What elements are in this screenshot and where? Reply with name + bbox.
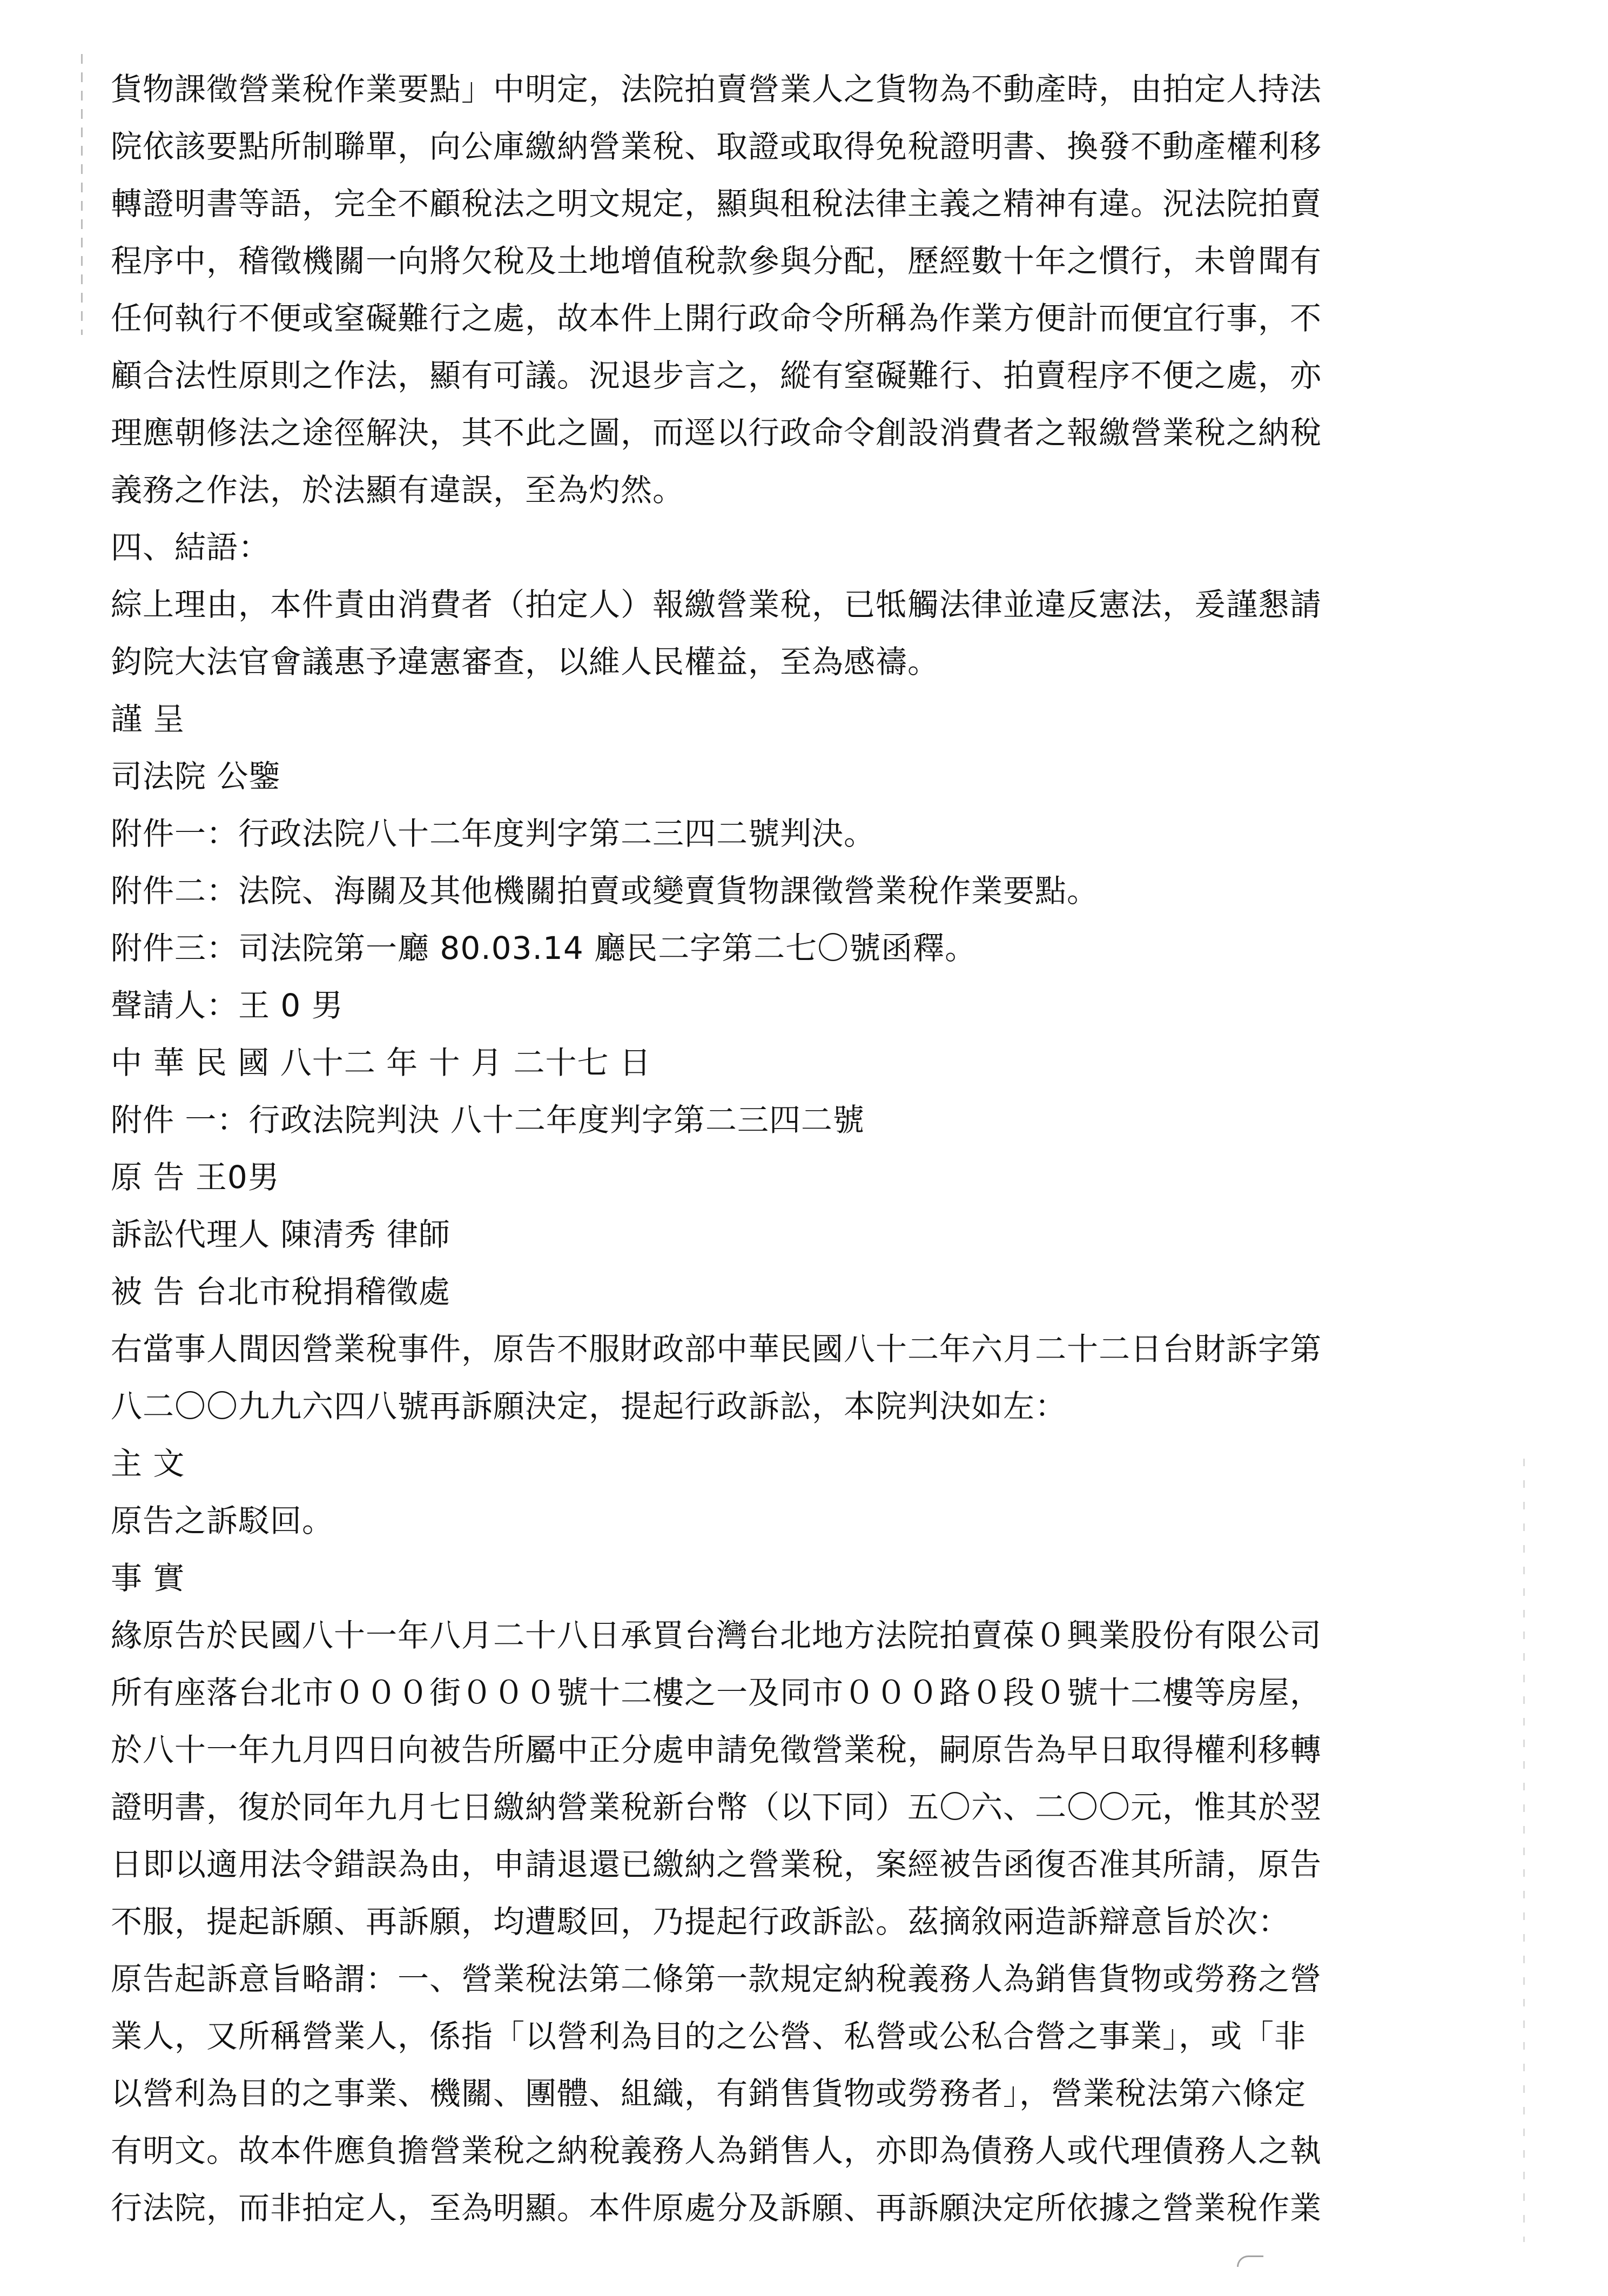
scan-edge-right xyxy=(1523,1459,1525,2242)
text-line: 轉證明書等語，完全不顧稅法之明文規定，顯與租稅法律主義之精神有違。況法院拍賣 xyxy=(111,185,1322,222)
scan-mark xyxy=(1237,2255,1263,2267)
text-line: 程序中，稽徵機關一向將欠稅及土地增值稅款參與分配，歷經數十年之慣行，未曾聞有 xyxy=(111,243,1322,279)
date-line: 中 華 民 國 八十二 年 十 月 二十七 日 xyxy=(111,1044,651,1081)
text-line: 院依該要點所制聯單，向公庫繳納營業稅、取證或取得免稅證明書、換發不動產權利移 xyxy=(111,128,1322,165)
section-heading: 四、結語： xyxy=(111,529,271,566)
document-body xyxy=(111,61,1493,2237)
attachment-line: 附件二：法院、海關及其他機關拍賣或變賣貨物課徵營業稅作業要點。 xyxy=(111,872,1099,909)
text-line: 理應朝修法之途徑解決，其不此之圖，而逕以行政命令創設消費者之報繳營業稅之納稅 xyxy=(111,414,1322,451)
text-line: 不服，提起訴願、再訴願，均遭駁回，乃提起行政訴訟。茲摘敘兩造訴辯意旨於次： xyxy=(111,1903,1290,1940)
attorney-line: 訴訟代理人 陳清秀 律師 xyxy=(111,1216,450,1253)
section-heading: 主 文 xyxy=(111,1445,185,1482)
closing-line: 謹 呈 xyxy=(111,701,185,737)
text-line: 證明書，復於同年九月七日繳納營業稅新台幣（以下同）五〇六、二〇〇元，惟其於翌 xyxy=(111,1789,1322,1825)
text-line: 於八十一年九月四日向被告所屬中正分處申請免徵營業稅，嗣原告為早日取得權利移轉 xyxy=(111,1731,1322,1768)
addressee-line: 司法院 公鑒 xyxy=(111,758,281,795)
attachment-title: 附件 一：行政法院判決 八十二年度判字第二三四二號 xyxy=(111,1102,865,1138)
text-line: 日即以適用法令錯誤為由，申請退還已繳納之營業稅，案經被告函復否准其所請，原告 xyxy=(111,1846,1322,1883)
text-line: 有明文。故本件應負擔營業稅之納稅義務人為銷售人，亦即為債務人或代理債務人之執 xyxy=(111,2132,1322,2169)
text-line: 行法院，而非拍定人，至為明顯。本件原處分及訴願、再訴願決定所依據之營業稅作業 xyxy=(111,2190,1322,2226)
text-line: 原告之訴駁回。 xyxy=(111,1502,334,1539)
text-line: 八二〇〇九九六四八號再訴願決定，提起行政訴訟，本院判決如左： xyxy=(111,1388,1067,1425)
attachment-line: 附件三：司法院第一廳 80.03.14 廳民二字第二七〇號函釋。 xyxy=(111,930,977,966)
text-line: 義務之作法，於法顯有違誤，至為灼然。 xyxy=(111,472,685,508)
text-line: 綜上理由，本件責由消費者（拍定人）報繳營業稅，已牴觸法律並違反憲法，爰謹懇請 xyxy=(111,586,1322,623)
text-line: 原告起訴意旨略謂：一、營業稅法第二條第一款規定納稅義務人為銷售貨物或勞務之營 xyxy=(111,1961,1322,1997)
scan-edge-left xyxy=(81,54,83,335)
petitioner-line: 聲請人：王 0 男 xyxy=(111,987,344,1024)
text-line: 任何執行不便或窒礙難行之處，故本件上開行政命令所稱為作業方便計而便宜行事，不 xyxy=(111,300,1322,337)
text-line: 鈞院大法官會議惠予違憲審查，以維人民權益，至為感禱。 xyxy=(111,643,940,680)
text-line: 業人，又所稱營業人，係指「以營利為目的之公營、私營或公私合營之事業」，或「非 xyxy=(111,2018,1307,2055)
attachment-line: 附件一：行政法院八十二年度判字第二三四二號判決。 xyxy=(111,815,876,852)
plaintiff-line: 原 告 王0男 xyxy=(111,1159,280,1196)
section-heading: 事 實 xyxy=(111,1560,185,1596)
text-line: 右當事人間因營業稅事件，原告不服財政部中華民國八十二年六月二十二日台財訴字第 xyxy=(111,1331,1322,1367)
text-line: 顧合法性原則之作法，顯有可議。況退步言之，縱有窒礙難行、拍賣程序不便之處，亦 xyxy=(111,357,1322,394)
text-line: 緣原告於民國八十一年八月二十八日承買台灣台北地方法院拍賣葆０興業股份有限公司 xyxy=(111,1617,1322,1654)
defendant-line: 被 告 台北市稅捐稽徵處 xyxy=(111,1273,450,1310)
text-line: 所有座落台北市０００街０００號十二樓之一及同市０００路０段０號十二樓等房屋， xyxy=(111,1674,1322,1711)
text-line: 貨物課徵營業稅作業要點」中明定，法院拍賣營業人之貨物為不動產時，由拍定人持法 xyxy=(111,71,1322,108)
text-line: 以營利為目的之事業、機關、團體、組織，有銷售貨物或勞務者」，營業稅法第六條定 xyxy=(111,2075,1307,2112)
